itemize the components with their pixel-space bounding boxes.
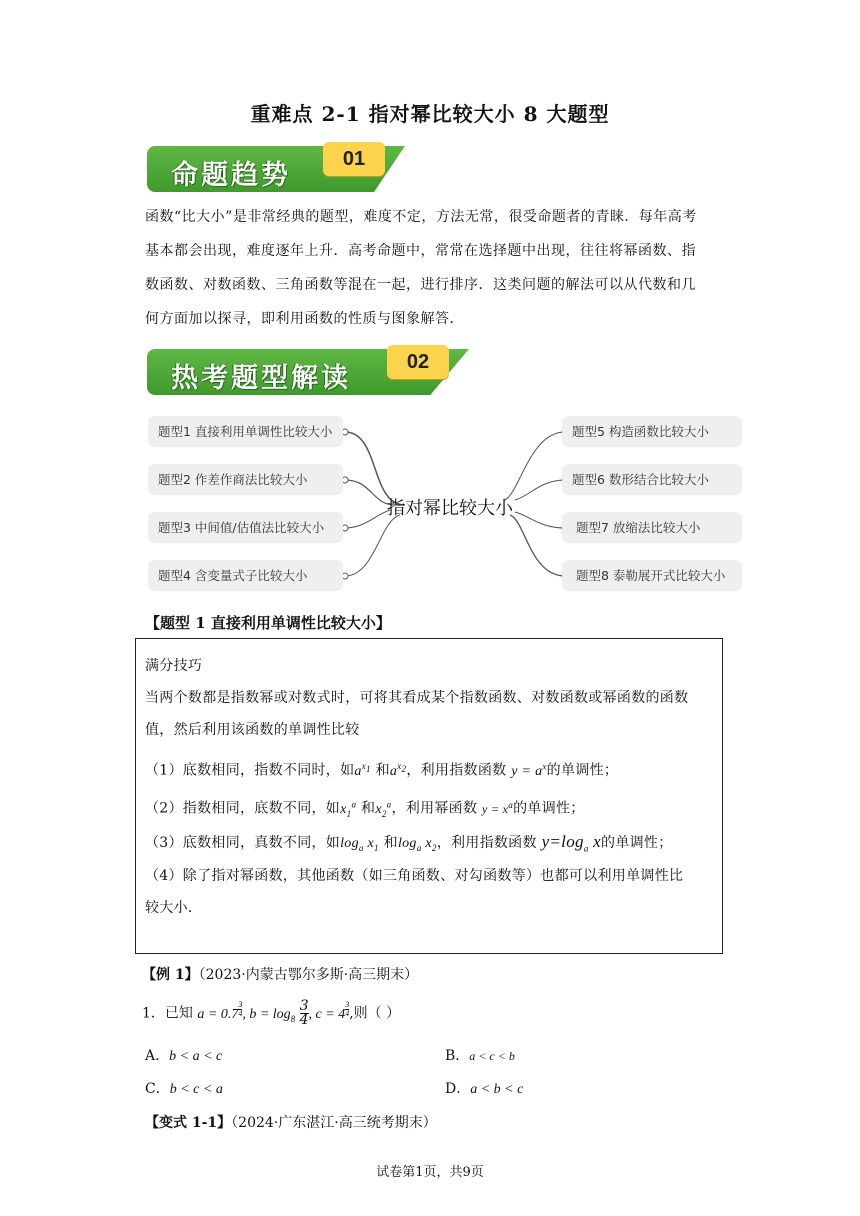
tips-item-4: （4）除了指对幂函数，其他函数（如三角函数、对勾函数等）也都可以利用单调性比 (145, 868, 684, 884)
tips-item-4-cont: 较大小． (145, 900, 203, 916)
option-d[interactable]: D．a < b < c (445, 1081, 524, 1097)
tips-item-3: （3）底数相同，真数不同，如$\log_a x_1$ 和$\log_a x_2$，利用指数函数 $y=\log_a$ x的单调性； (145, 832, 673, 854)
intro-line: 何方面加以探寻，即利用函数的性质与图象解答． (145, 311, 464, 327)
tips-line: 值，然后利用该函数的单调性比较 (145, 722, 360, 738)
tips-item-1: （1）底数相同，指数不同时，如$a^{x_1}$ 和$a^{x_2}$，利用指数函数 $y = a^x$的单调性； (145, 761, 619, 779)
page-title: 重难点 2-1 指对幂比较大小 8 大题型 (250, 102, 610, 126)
example-heading: 【例 1】（2023·内蒙古鄂尔多斯·高三期末） (142, 967, 419, 983)
tips-title: 满分技巧 (145, 658, 203, 674)
mindmap-node-type4: 题型4 含变量式子比较大小 (148, 560, 343, 591)
option-a[interactable]: A．b < a < c (145, 1048, 223, 1064)
option-b[interactable]: B．a < c < b (445, 1048, 515, 1064)
intro-line: 基本都会出现，难度逐年上升．高考命题中，常常在选择题中出现，往往将幂函数、指 (145, 243, 696, 259)
option-c[interactable]: C．b < c < a (145, 1081, 223, 1097)
variant-heading: 【变式 1-1】（2024·广东湛江·高三统考期末） (145, 1115, 437, 1131)
mindmap-node-type7: 题型7 放缩法比较大小 (562, 512, 742, 543)
mindmap-node-type2: 题型2 作差作商法比较大小 (148, 464, 343, 495)
mindmap-node-type1: 题型1 直接利用单调性比较大小 (148, 416, 343, 447)
mindmap-node-type6: 题型6 数形结合比较大小 (562, 464, 742, 495)
banner-label: 命题趋势 (171, 160, 291, 191)
tips-line: 当两个数都是指数幂或对数式时，可将其看成某个指数函数、对数函数或幂函数的函数 (145, 690, 689, 706)
intro-line: 数函数、对数函数、三角函数等混在一起，进行排序．这类问题的解法可以从代数和几 (145, 277, 696, 293)
mindmap-center: 指对幂比较大小 (387, 498, 513, 519)
banner-number: 02 (387, 345, 449, 379)
banner-number: 01 (323, 142, 385, 176)
tips-box (135, 638, 723, 954)
page-footer: 试卷第1页，共9页 (376, 1165, 484, 1180)
intro-line: 函数“比大小”是非常经典的题型，难度不定，方法无常，很受命题者的青睐．每年高考 (145, 209, 697, 225)
mindmap-node-type3: 题型3 中间值/估值法比较大小 (148, 512, 343, 543)
mindmap-node-type8: 题型8 泰勒展开式比较大小 (562, 560, 742, 591)
section-heading-type1: 【题型 1 直接利用单调性比较大小】 (145, 614, 391, 632)
mindmap-node-type5: 题型5 构造函数比较大小 (562, 416, 742, 447)
tips-item-2: （2）指数相同，底数不同，如$x_1^a$ 和$x_2^a$，利用幂函数 $y = x^a$的单调性； (145, 799, 585, 819)
example-stem: 1．已知 a = 0.7 $^{\frac{3}{4}}$ , $b = \log_8$ $\frac{3}{4}$ , c = 4 $^{\frac{3}{4}}$ ,则（ ） (142, 998, 401, 1028)
banner-label: 热考题型解读 (171, 363, 351, 394)
